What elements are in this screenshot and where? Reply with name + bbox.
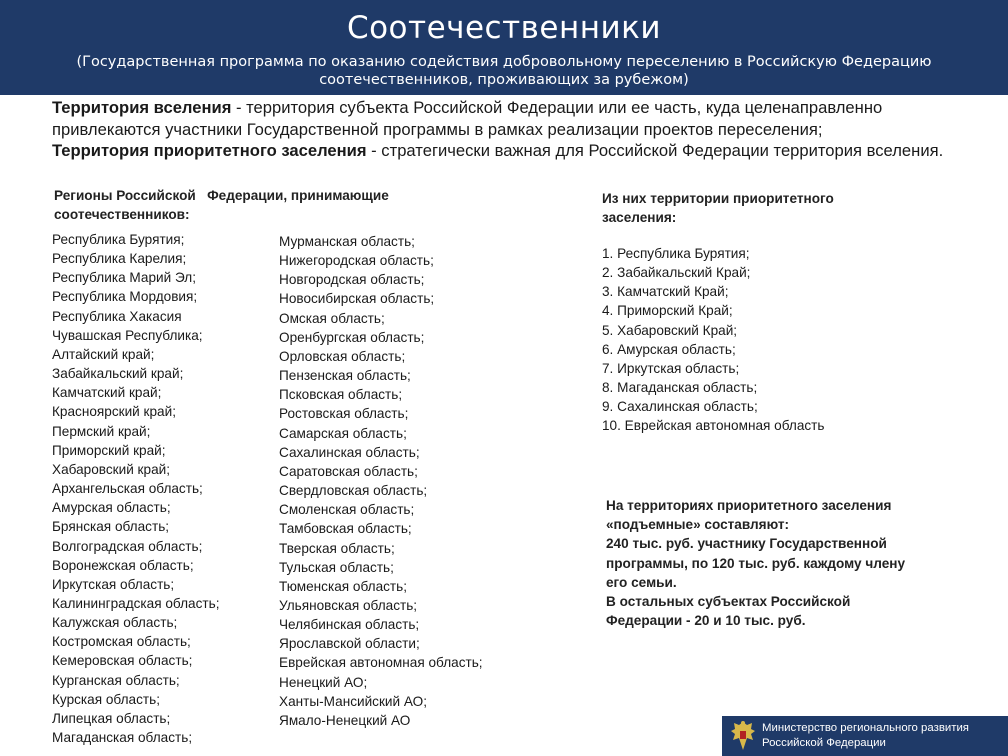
region-item: Свердловская область; — [279, 483, 428, 499]
text-priority: - стратегически важная для Российской Федерации территория вселения. — [366, 141, 944, 160]
lifting-line: его семьи. — [606, 574, 677, 590]
region-item: Псковская область; — [279, 387, 403, 403]
priority-item: 5. Хабаровский Край; — [602, 322, 738, 338]
region-item: Республика Карелия; — [52, 251, 187, 267]
region-item: Ямало-Ненецкий АО — [279, 712, 411, 728]
definition-settlement — [52, 97, 982, 140]
region-item: Калининградская область; — [52, 595, 220, 611]
region-item: Челябинская область; — [279, 617, 420, 633]
term-priority: Территория приоритетного заселения — [52, 141, 367, 160]
regions-heading-line-2: соотечественников: — [54, 206, 190, 222]
region-item: Пензенская область; — [279, 368, 411, 384]
regions-heading — [54, 187, 389, 224]
region-item: Приморский край; — [52, 442, 166, 458]
region-item: Тверская область; — [279, 540, 395, 556]
header-banner — [0, 0, 1008, 95]
region-item: Забайкальский край; — [52, 366, 184, 382]
region-item: Пермский край; — [52, 423, 151, 439]
priority-item: 8. Магаданская область; — [602, 380, 758, 396]
priority-item: 4. Приморский Край; — [602, 303, 733, 319]
priority-heading-line-1: Из них территории приоритетного — [602, 191, 834, 206]
subtitle-line-1: (Государственная программа по оказанию содействия добровольному переселению в Российскую Федерацию — [76, 54, 932, 70]
region-item: Саратовская область; — [279, 463, 418, 479]
region-item: Орловская область; — [279, 348, 406, 364]
coat-of-arms-icon — [728, 719, 758, 753]
region-item: Республика Мордовия; — [52, 289, 198, 305]
lifting-line: На территориях приоритетного заселения — [606, 498, 892, 513]
region-item: Курская область; — [52, 691, 160, 707]
page-subtitle — [40, 53, 968, 89]
region-item: Воронежская область; — [52, 557, 194, 573]
ministry-name — [762, 721, 969, 751]
region-item: Красноярский край; — [52, 404, 176, 420]
region-item: Мурманская область; — [279, 234, 415, 249]
ministry-footer — [722, 716, 1008, 756]
priority-item: 7. Иркутская область; — [602, 360, 740, 376]
region-item: Ростовская область; — [279, 406, 409, 422]
region-item: Тульская область; — [279, 559, 394, 575]
definitions — [52, 97, 982, 162]
region-item: Республика Марий Эл; — [52, 270, 197, 286]
region-item: Еврейская автономная область; — [279, 655, 483, 671]
region-item: Ханты-Мансийский АО; — [279, 693, 428, 709]
region-item: Архангельская область; — [52, 481, 203, 497]
priority-heading-line-2: заселения: — [602, 209, 677, 225]
region-item: Хабаровский край; — [52, 461, 170, 477]
region-item: Тюменская область; — [279, 578, 408, 594]
regions-column-2 — [279, 232, 483, 730]
term-settlement: Территория вселения — [52, 98, 232, 117]
lifting-line: В остальных субъектах Российской — [606, 594, 851, 610]
region-item: Иркутская область; — [52, 576, 175, 592]
region-item: Ульяновская область; — [279, 597, 418, 613]
region-item: Новгородская область; — [279, 272, 425, 288]
priority-item: 2. Забайкальский Край; — [602, 265, 751, 281]
region-item: Ярославской области; — [279, 636, 420, 652]
region-item: Волгоградская область; — [52, 538, 203, 554]
region-item: Смоленская область; — [279, 502, 415, 518]
region-item: Амурская область; — [52, 500, 171, 516]
region-item: Ненецкий АО; — [279, 674, 368, 690]
regions-heading-line-1: Регионы Российской Федерации, принимающие — [54, 188, 389, 203]
region-item: Нижегородская область; — [279, 253, 434, 269]
text-settlement: - территория субъекта Российской Федерации или ее часть, куда целенаправленно привлекаются участники Государственной программы в рамках реализации проектов переселения; — [52, 98, 883, 139]
region-item: Самарская область; — [279, 425, 407, 441]
page-title: Соотечественники — [346, 10, 662, 46]
region-item: Кемеровская область; — [52, 653, 193, 669]
region-item: Алтайский край; — [52, 346, 155, 362]
region-item: Камчатский край; — [52, 385, 162, 401]
priority-heading — [602, 190, 834, 227]
priority-item: 3. Камчатский Край; — [602, 284, 729, 300]
region-item: Брянская область; — [52, 519, 170, 535]
region-item: Омская область; — [279, 310, 385, 326]
priority-item: 10. Еврейская автономная область — [602, 418, 825, 434]
region-item: Оренбургская область; — [279, 329, 425, 345]
lifting-line: 240 тыс. руб. участнику Государственной — [606, 536, 887, 552]
lifting-line: Федерации - 20 и 10 тыс. руб. — [606, 613, 806, 629]
region-item: Магаданская область; — [52, 730, 193, 746]
lifting-allowance-note — [606, 496, 976, 630]
region-item: Калужская область; — [52, 615, 178, 631]
region-item: Костромская область; — [52, 634, 191, 650]
regions-column-1 — [52, 230, 219, 747]
definition-priority — [52, 140, 982, 162]
ministry-line-2: Российской Федерации — [762, 737, 886, 749]
priority-item: 9. Сахалинская область; — [602, 399, 758, 415]
lifting-line: программы, по 120 тыс. руб. каждому члену — [606, 555, 906, 571]
region-item: Курганская область; — [52, 672, 180, 688]
ministry-line-1: Министерство регионального развития — [762, 722, 969, 734]
region-item: Сахалинская область; — [279, 444, 420, 460]
priority-item: 1. Республика Бурятия; — [602, 246, 750, 261]
region-item: Новосибирская область; — [279, 291, 435, 307]
region-item: Республика Бурятия; — [52, 232, 185, 247]
priority-item: 6. Амурская область; — [602, 341, 736, 357]
region-item: Республика Хакасия — [52, 308, 182, 324]
region-item: Чувашская Республика; — [52, 327, 203, 343]
region-item: Липецкая область; — [52, 710, 171, 726]
priority-list — [602, 244, 825, 436]
lifting-line: «подъемные» составляют: — [606, 517, 790, 533]
region-item: Тамбовская область; — [279, 521, 412, 537]
subtitle-line-2: соотечественников, проживающих за рубежом) — [319, 72, 689, 88]
